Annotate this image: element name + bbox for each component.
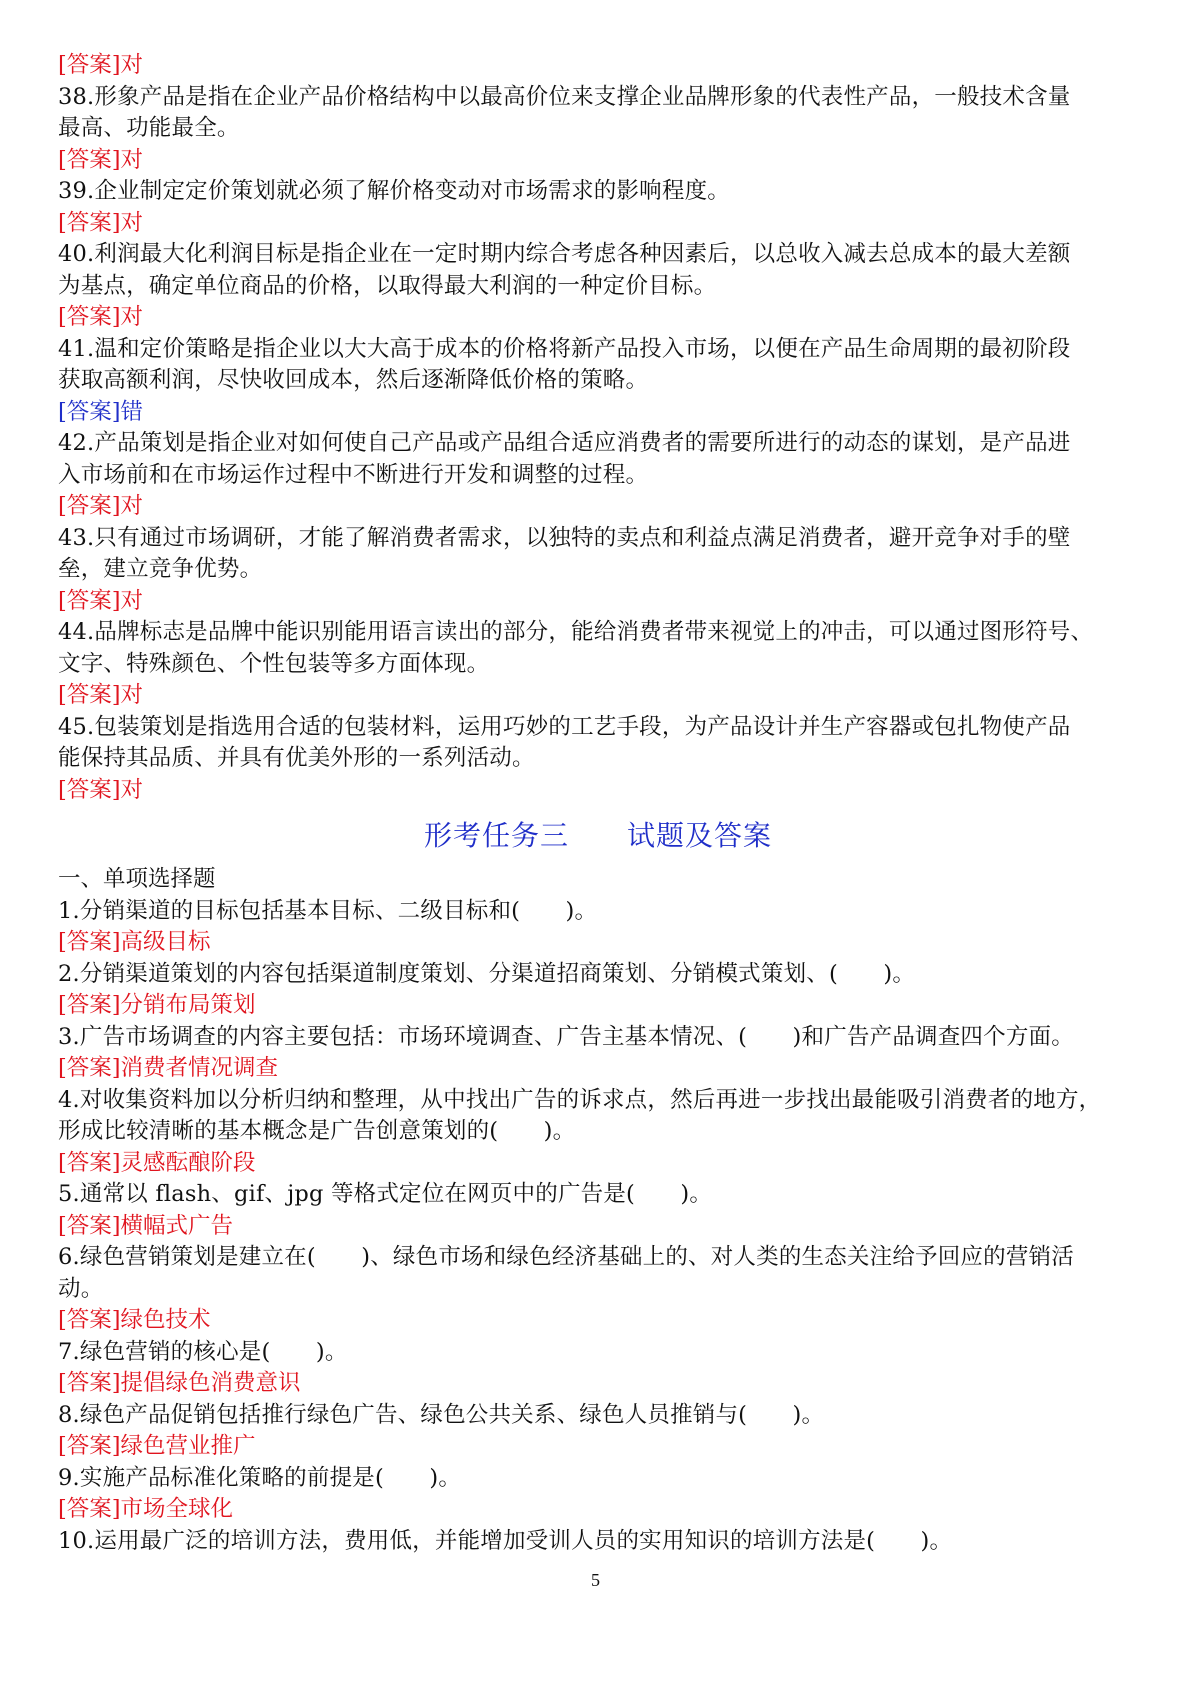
document-content [58, 50, 1138, 1557]
question-item [58, 1022, 1138, 1085]
question-text-line: 10.运用最广泛的培训方法，费用低，并能增加受训人员的实用知识的培训方法是( )。 [58, 1527, 953, 1554]
question-text-line: 为基点，确定单位商品的价格，以取得最大利润的一种定价目标。 [58, 272, 717, 299]
answer-label: [答案]提倡绿色消费意识 [58, 1370, 301, 1396]
question-text-line: 9.实施产品标准化策略的前提是( )。 [58, 1464, 462, 1491]
page-number: 5 [591, 1570, 600, 1590]
question-text-line: 43.只有通过市场调研，才能了解消费者需求，以独特的卖点和利益点满足消费者，避开竞争对手的壁 [58, 524, 1071, 551]
question-item [58, 1179, 1138, 1242]
answer-label: [答案]对 [58, 304, 144, 330]
answer-label: [答案]高级目标 [58, 929, 211, 955]
question-item [58, 1337, 1138, 1400]
question-text-line: 6.绿色营销策划是建立在( )、绿色市场和绿色经济基础上的、对人类的生态关注给予回应的营销活 [58, 1244, 1074, 1270]
question-text-line: 文字、特殊颜色、个性包装等多方面体现。 [58, 650, 490, 677]
question-text-line: 44.品牌标志是品牌中能识别能用语言读出的部分，能给消费者带来视觉上的冲击，可以通过图形符号、 [58, 619, 1094, 645]
answer-label: [答案]绿色技术 [58, 1307, 211, 1333]
section-title-right: 试题及答案 [627, 819, 773, 852]
question-text-line: 2.分销渠道策划的内容包括渠道制度策划、分渠道招商策划、分销模式策划、( )。 [58, 960, 916, 987]
answer-label: [答案]对 [58, 146, 144, 173]
question-item [58, 1242, 1138, 1337]
question-item [58, 82, 1138, 177]
question-text-line: 41.温和定价策略是指企业以大大高于成本的价格将新产品投入市场，以便在产品生命周期的最初阶段 [58, 335, 1071, 362]
answer-label: [答案]市场全球化 [58, 1496, 234, 1522]
question-text-line: 4.对收集资料加以分析归纳和整理，从中找出广告的诉求点，然后再进一步找出最能吸引消费者的地方， [58, 1086, 1102, 1113]
answer-label: [答案]绿色营业推广 [58, 1433, 256, 1459]
question-text-line: 能保持其品质、并具有优美外形的一系列活动。 [58, 745, 535, 771]
single-choice-section [58, 896, 1138, 1558]
question-item [58, 334, 1138, 429]
question-item [58, 1400, 1138, 1463]
answer-label: [答案]对 [58, 209, 144, 236]
question-item [58, 896, 1138, 959]
section-title [58, 818, 1138, 854]
section-title-left: 形考任务三 [423, 819, 569, 852]
question-text-line: 8.绿色产品促销包括推行绿色广告、绿色公共关系、绿色人员推销与( )。 [58, 1401, 825, 1428]
question-item [58, 712, 1138, 807]
answer-label: [答案]对 [58, 493, 144, 519]
question-item [58, 617, 1138, 712]
answer-label: [答案]对 [58, 682, 144, 708]
question-text-line: 动。 [58, 1275, 104, 1302]
question-text-line: 45.包装策划是指选用合适的包装材料，运用巧妙的工艺手段，为产品设计并生产容器或包扎物使产品 [58, 713, 1071, 740]
question-text-line: 垒，建立竞争优势。 [58, 556, 263, 582]
question-item [58, 428, 1138, 523]
section-subheading: 一、单项选择题 [58, 866, 216, 892]
question-text-line: 获取高额利润，尽快收回成本，然后逐渐降低价格的策略。 [58, 367, 649, 393]
question-item [58, 50, 1138, 82]
question-item [58, 176, 1138, 239]
question-text-line: 42.产品策划是指企业对如何使自己产品或产品组合适应消费者的需要所进行的动态的谋划，是产品进 [58, 430, 1071, 456]
question-item [58, 1085, 1138, 1180]
question-text-line: 3.广告市场调查的内容主要包括：市场环境调查、广告主基本情况、( )和广告产品调查四个方面。 [58, 1023, 1074, 1050]
question-item [58, 523, 1138, 618]
question-text-line: 入市场前和在市场运作过程中不断进行开发和调整的过程。 [58, 461, 649, 488]
question-text-line: 形成比较清晰的基本概念是广告创意策划的( )。 [58, 1118, 576, 1144]
answer-label: [答案]横幅式广告 [58, 1212, 234, 1239]
question-text-line: 5.通常以 flash、gif、jpg 等格式定位在网页中的广告是( )。 [58, 1181, 713, 1207]
question-text-line: 40.利润最大化利润目标是指企业在一定时期内综合考虑各种因素后，以总收入减去总成本的最大差额 [58, 241, 1071, 267]
question-text-line: 38.形象产品是指在企业产品价格结构中以最高价位来支撑企业品牌形象的代表性产品，一般技术含量 [58, 83, 1071, 110]
answer-label: [答案]消费者情况调查 [58, 1055, 279, 1081]
answer-label: [答案]对 [58, 52, 144, 78]
question-item [58, 1526, 1138, 1558]
answer-label: [答案]错 [58, 398, 144, 425]
answer-label: [答案]灵感酝酿阶段 [58, 1149, 256, 1176]
true-false-section [58, 50, 1138, 806]
question-text-line: 1.分销渠道的目标包括基本目标、二级目标和( )。 [58, 897, 598, 924]
question-text-line: 7.绿色营销的核心是( )。 [58, 1338, 348, 1365]
question-item [58, 959, 1138, 1022]
question-text-line: 最高、功能最全。 [58, 115, 240, 141]
answer-label: [答案]分销布局策划 [58, 992, 256, 1018]
question-text-line: 39.企业制定定价策划就必须了解价格变动对市场需求的影响程度。 [58, 178, 730, 204]
question-item [58, 239, 1138, 334]
answer-label: [答案]对 [58, 587, 144, 614]
answer-label: [答案]对 [58, 776, 144, 803]
question-item [58, 1463, 1138, 1526]
